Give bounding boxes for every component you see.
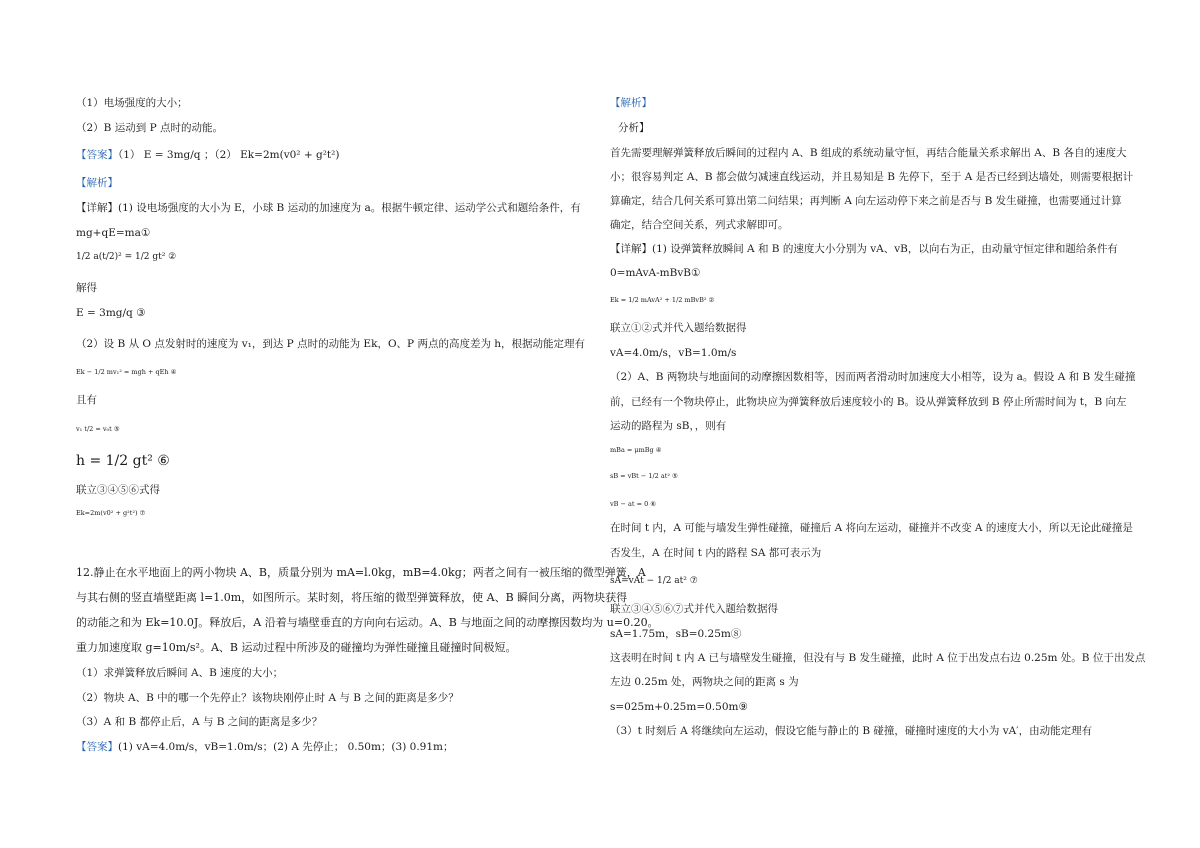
q12-stem-1: 12.静止在水平地面上的两小物块 A、B，质量分别为 mA=l.0kg，mB=4.0kg；两者之间有一被压缩的微型弹簧，A (76, 566, 646, 579)
q11-detail-1: 【详解】(1) 设电场强度的大小为 E，小球 B 运动的加速度为 a。根据牛顿定律、运动学公式和题给条件，有 (76, 202, 581, 214)
q11-eq-2: 1/2 a(t/2)² = 1/2 gt² ② (76, 252, 177, 262)
q12-ask-3: （3）A 和 B 都停止后，A 与 B 之间的距离是多少？ (76, 716, 323, 728)
eq-1: 0=mAvA-mBvB① (610, 267, 701, 279)
answer-body: (1) vA=4.0m/s，vB=1.0m/s；(2) A 先停止； 0.50m；(3) 0.91m； (118, 741, 454, 753)
intro-3: 算确定，结合几何关系可算出第二问结果；再判断 A 向左运动停下来之前是否与 B 发生碰撞，也需要通过计算 (610, 195, 1122, 207)
eq-2: Ek = 1/2 mAvA² + 1/2 mBvB² ② (610, 296, 715, 304)
answer-tag: 【答案】 (76, 741, 118, 753)
detail-4b: 左边 0.25m 处，两物块之间的距离 s 为 (610, 676, 799, 688)
q11-eq-1: mg+qE=ma① (76, 227, 151, 239)
q11-eq-6: h = 1/2 gt² ⑥ (76, 453, 170, 469)
analysis-tag: 【解析】 (610, 97, 652, 109)
fenxi-label: 分析】 (618, 122, 650, 134)
q11-detail-2: （2）设 B 从 O 点发射时的速度为 v₁，到达 P 点时的动能为 Ek，O、P 两点的高度差为 h，根据动能定理有 (76, 338, 586, 350)
q12-ask-2: （2）物块 A、B 中的哪一个先停止？该物块刚停止时 A 与 B 之间的距离是多少？ (76, 692, 459, 704)
q11-eq-4: Ek − 1/2 mv₁² = mgh + qEh ④ (76, 368, 177, 376)
result-2: sA=1.75m，sB=0.25m⑧ (610, 628, 742, 640)
q11-combine: 联立③④⑤⑥式得 (76, 484, 160, 496)
detail-3a: 在时间 t 内，A 可能与墙发生弹性碰撞，碰撞后 A 将向左运动，碰撞并不改变 A 的速度大小，所以无论此碰撞是 (610, 522, 1133, 534)
eq-7: sA=vAt − 1/2 at² ⑦ (610, 576, 698, 586)
q11-eq-3: E = 3mg/q ③ (76, 307, 146, 319)
answer-body: （1） E = 3mg/q ；（2） Ek=2m(v0² + g²t²) (118, 149, 340, 161)
intro-4: 确定，结合空间关系，列式求解即可。 (610, 219, 789, 231)
detail-5: （3）t 时刻后 A 将继续向左运动，假设它能与静止的 B 碰撞，碰撞时速度的大小为 vA′，由动能定理有 (610, 725, 1093, 737)
combine-2: 联立③④⑤⑥⑦式并代入题给数据得 (610, 603, 778, 615)
detail-1: 【详解】(1) 设弹簧释放瞬间 A 和 B 的速度大小分别为 vA、vB，以向右为正，由动量守恒定律和题给条件有 (610, 243, 1118, 255)
detail-4a: 这表明在时间 t 内 A 已与墙壁发生碰撞，但没有与 B 发生碰撞，此时 A 位于出发点右边 0.25m 处。B 位于出发点 (610, 652, 1146, 664)
q12-answer-line (76, 740, 453, 754)
detail-2a: （2）A、B 两物块与地面间的动摩擦因数相等，因而两者滑动时加速度大小相等，设为 a。假设 A 和 B 发生碰撞 (610, 371, 1136, 383)
q11-ask-2: （2）B 运动到 P 点时的动能。 (76, 122, 223, 134)
answer-tag: 【答案】 (76, 149, 118, 161)
eq-5: sB = vBt − 1/2 at² ⑤ (610, 472, 678, 480)
combine-1: 联立①②式并代入题给数据得 (610, 322, 747, 334)
detail-2c: 运动的路程为 sB，，则有 (610, 420, 727, 432)
q11-also: 且有 (76, 394, 97, 406)
q11-solve: 解得 (76, 282, 97, 294)
intro-1: 首先需要理解弹簧释放后瞬间的过程内 A、B 组成的系统动量守恒，再结合能量关系求解出 A、B 各自的速度大 (610, 147, 1127, 159)
q11-answer-line (76, 148, 339, 162)
q12-stem-3: 的动能之和为 Ek=10.0J。释放后，A 沿着与墙壁垂直的方向向右运动。A、B 与地面之间的动摩擦因数均为 u=0.20。 (76, 616, 659, 629)
eq-4: mBa = μmBg ④ (610, 446, 662, 454)
q12-stem-2: 与其右侧的竖直墙壁距离 l=1.0m，如图所示。某时刻，将压缩的微型弹簧释放，使 A、B 瞬间分离，两物块获得 (76, 591, 628, 604)
q11-eq-5: v₁ t/2 = v₀t ⑤ (76, 425, 120, 433)
result-1: vA=4.0m/s，vB=1.0m/s (610, 347, 737, 359)
eq-9: s=025m+0.25m=0.50m⑨ (610, 701, 748, 713)
detail-2b: 前，已经有一个物块停止，此物块应为弹簧释放后速度较小的 B。设从弹簧释放到 B 停止所需时间为 t，B 向左 (610, 396, 1127, 408)
intro-2: 小；很容易判定 A、B 都会做匀减速直线运动，并且易知是 B 先停下，至于 A 是否已经到达墙处，则需要根据计 (610, 171, 1134, 183)
eq-6: vB − at = 0 ⑥ (610, 500, 657, 508)
q11-analysis-tag: 【解析】 (76, 177, 118, 189)
q11-eq-7: Ek=2m(v0² + g²t²) ⑦ (76, 509, 146, 517)
q12-stem-4: 重力加速度取 g=10m/s²。A、B 运动过程中所涉及的碰撞均为弹性碰撞且碰撞时间极短。 (76, 641, 517, 654)
q12-ask-1: （1）求弹簧释放后瞬间 A、B 速度的大小； (76, 667, 284, 679)
detail-3b: 否发生，A 在时间 t 内的路程 SA 都可表示为 (610, 547, 822, 559)
q11-ask-1: （1）电场强度的大小； (76, 97, 188, 109)
